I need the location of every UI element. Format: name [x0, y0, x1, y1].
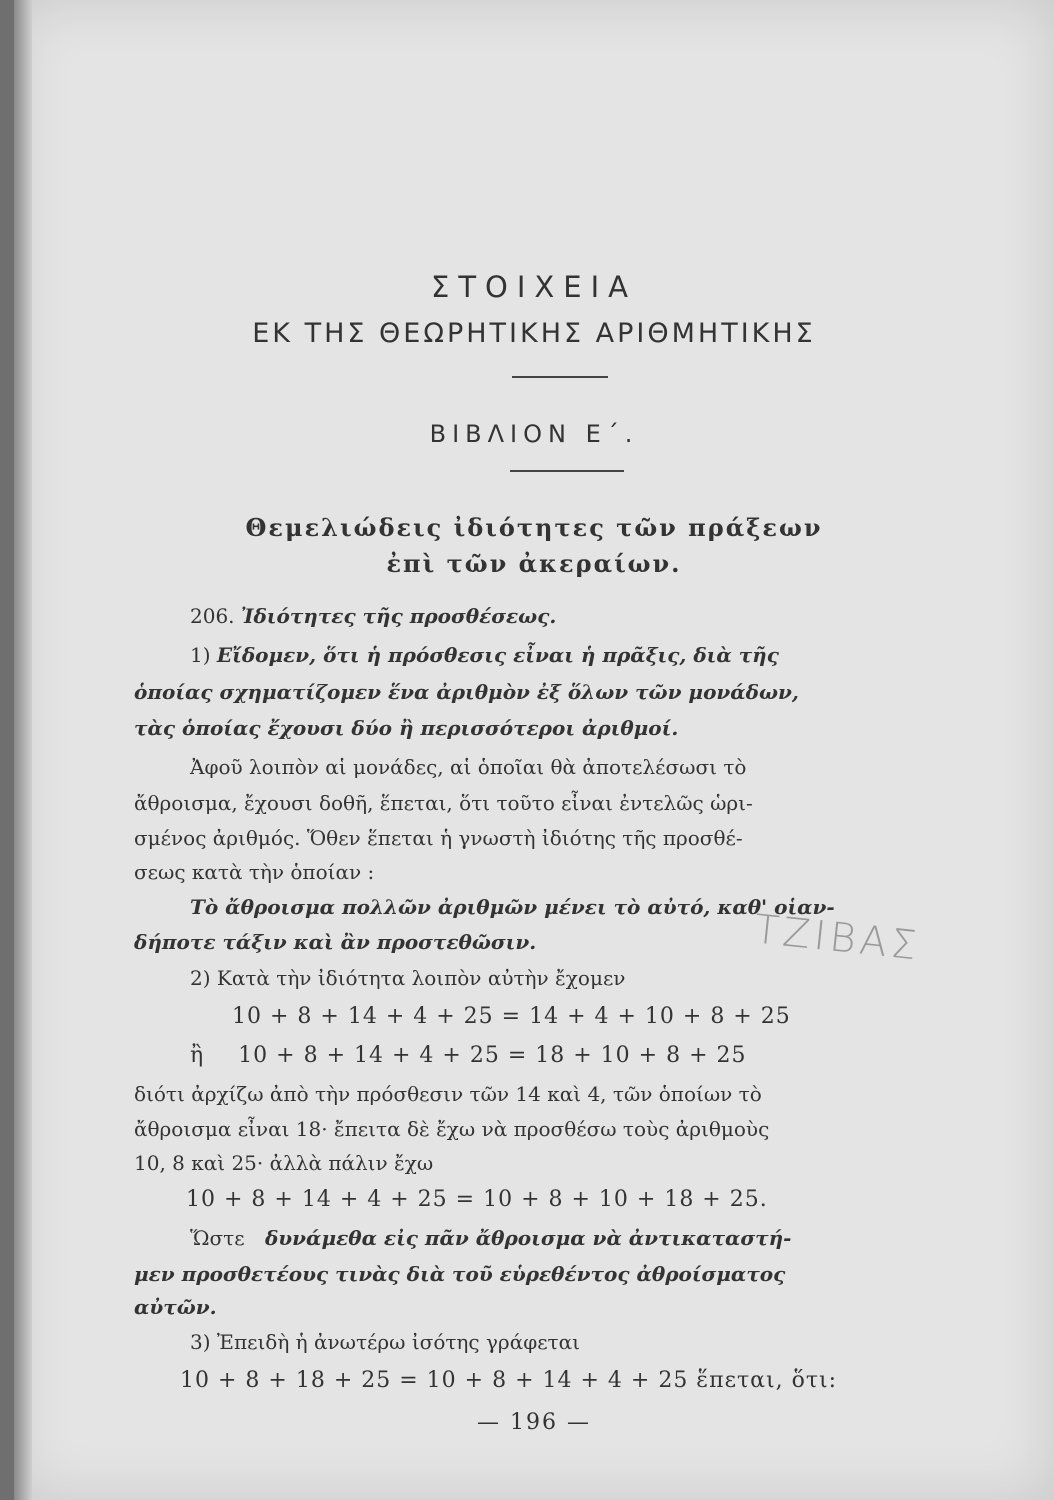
equation-2: 10 + 8 + 14 + 4 + 25 = 18 + 10 + 8 + 25: [238, 1043, 747, 1068]
paragraph-1-line-3: τὰς ὁποίας ἔχουσι δύο ἢ περισσότεροι ἀριθμοί.: [134, 716, 679, 740]
paragraph-5-line-2: μεν προσθετέους τινὰς διὰ τοῦ εὑρεθέντος ἀθροίσματος: [134, 1262, 786, 1286]
paragraph-1-number: 1): [190, 643, 211, 667]
paragraph-2-line-3: σμένος ἀριθμός. Ὅθεν ἕπεται ἡ γνωστὴ ἰδιότης τῆς προσθέ-: [134, 826, 743, 850]
rule-statement-line-2: δήποτε τάξιν καὶ ἂν προστεθῶσιν.: [134, 930, 537, 954]
paragraph-1-text-1: Εἴδομεν, ὅτι ἡ πρόσθεσις εἶναι ἡ πρᾶξις, διὰ τῆς: [216, 643, 779, 667]
paragraph-4-line-3: 10, 8 καὶ 25· ἀλλὰ πάλιν ἔχω: [134, 1151, 434, 1175]
page-spine-shadow: [14, 0, 32, 1500]
equation-2-row: [190, 1043, 747, 1068]
book-label: ΒΙΒΛΙΟΝ Ε΄.: [429, 420, 639, 448]
paragraph-5-text-1: δυνάμεθα εἰς πᾶν ἄθροισμα νὰ ἀντικαταστή-: [264, 1226, 792, 1250]
paragraph-4-line-2: ἄθροισμα εἶναι 18· ἔπειτα δὲ ἔχω νὰ προσθέσω τοὺς ἀριθμοὺς: [134, 1117, 770, 1141]
paragraph-2-line-4: σεως κατὰ τὴν ὁποίαν :: [134, 860, 375, 884]
title-line-2: ΕΚ ΤΗΣ ΘΕΩΡΗΤΙΚΗΣ ΑΡΙΘΜΗΤΙΚΗΣ: [252, 318, 816, 349]
paragraph-5-line-3: αὐτῶν.: [134, 1295, 217, 1319]
book-page: [14, 0, 1054, 1500]
paragraph-4-line-1: διότι ἀρχίζω ἀπὸ τὴν πρόσθεσιν τῶν 14 καὶ 4, τῶν ὁποίων τὸ: [134, 1082, 762, 1106]
section-title: Ἰδιότητες τῆς προσθέσεως.: [240, 604, 557, 628]
chapter-title: [14, 510, 1054, 582]
equation-2-prefix: ἢ: [190, 1043, 205, 1068]
page-number: — 196 —: [477, 1410, 591, 1435]
paragraph-3: 2) Κατὰ τὴν ἰδιότητα λοιπὸν αὐτὴν ἔχομεν: [190, 966, 626, 990]
paragraph-2-line-2: ἄθροισμα, ἔχουσι δοθῆ, ἕπεται, ὅτι τοῦτο εἶναι ἐντελῶς ὡρι-: [134, 791, 753, 815]
paragraph-6: 3) Ἐπειδὴ ἡ ἀνωτέρω ἰσότης γράφεται: [190, 1330, 580, 1354]
handwritten-stamp: ΤΖΙΒΑΣ: [752, 906, 923, 970]
section-heading: [190, 604, 1054, 628]
rule-statement-line-1: Τὸ ἄθροισμα πολλῶν ἀριθμῶν μένει τὸ αὐτό, καθ' οἱαν-: [190, 895, 835, 919]
chapter-title-line-2: ἐπὶ τῶν ἀκεραίων.: [386, 549, 682, 578]
title-line-1: ΣΤΟΙΧΕΙΑ: [431, 270, 637, 304]
book-divider: [510, 470, 624, 472]
equation-1: 10 + 8 + 14 + 4 + 25 = 14 + 4 + 10 + 8 + 25: [232, 1004, 791, 1029]
paragraph-5-prefix: Ὥστε: [190, 1226, 245, 1250]
equation-4: 10 + 8 + 18 + 25 = 10 + 8 + 14 + 4 + 25 ἕπεται, ὅτι:: [180, 1368, 838, 1393]
paragraph-1-line-2: ὁποίας σχηματίζομεν ἕνα ἀριθμὸν ἐξ ὅλων τῶν μονάδων,: [134, 680, 799, 704]
equation-3: 10 + 8 + 14 + 4 + 25 = 10 + 8 + 10 + 18 + 25.: [186, 1187, 768, 1212]
section-number: 206.: [190, 604, 235, 628]
paragraph-1-line-1: [190, 643, 1054, 667]
title-divider: [512, 376, 608, 378]
paragraph-5-line-1: [190, 1226, 1054, 1250]
paragraph-2-line-1: Ἀφοῦ λοιπὸν αἱ μονάδες, αἱ ὁποῖαι θὰ ἀποτελέσωσι τὸ: [190, 755, 747, 779]
chapter-title-line-1: Θεμελιώδεις ἰδιότητες τῶν πράξεων: [245, 513, 823, 542]
